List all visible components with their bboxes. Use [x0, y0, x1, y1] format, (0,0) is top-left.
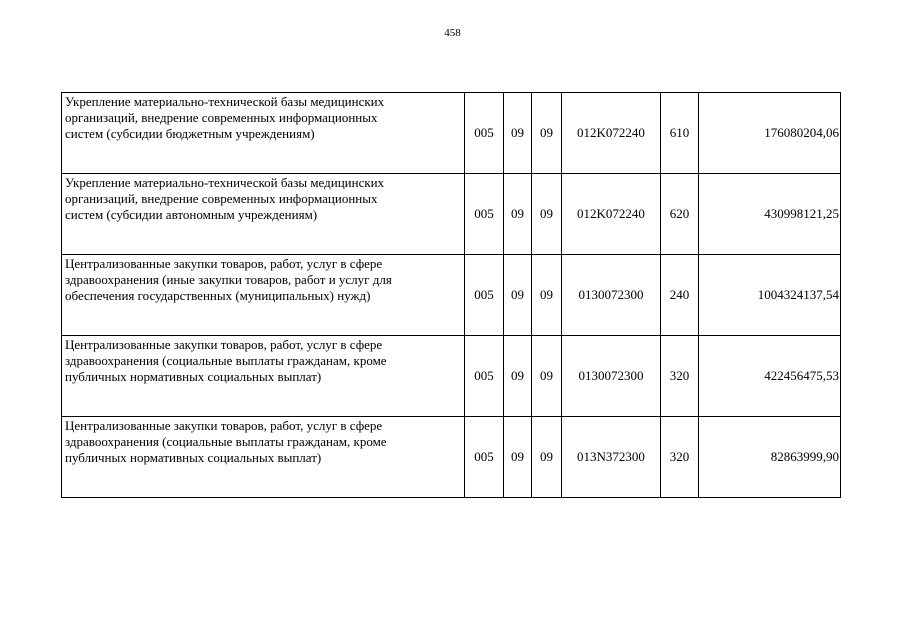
table-row [62, 255, 841, 336]
ministry-code: 005 [465, 93, 504, 174]
amount: 430998121,25 [699, 174, 841, 255]
table-row [62, 93, 841, 174]
ministry-code: 005 [465, 336, 504, 417]
amount: 422456475,53 [699, 336, 841, 417]
expense-description: Централизованные закупки товаров, работ, услуг в сфере здравоохранения (социальные выплаты гражданам, кроме публичных нормативных социальных выплат) [62, 417, 465, 498]
table-row [62, 336, 841, 417]
amount: 82863999,90 [699, 417, 841, 498]
target-article-code: 0130072300 [562, 255, 661, 336]
subsection-code: 09 [532, 255, 562, 336]
ministry-code: 005 [465, 417, 504, 498]
budget-table [61, 92, 841, 498]
subsection-code: 09 [532, 93, 562, 174]
expense-type-code: 620 [661, 174, 699, 255]
target-article-code: 013N372300 [562, 417, 661, 498]
page-number: 458 [444, 27, 461, 39]
target-article-code: 0130072300 [562, 336, 661, 417]
expense-description: Укрепление материально-технической базы медицинских организаций, внедрение современных информационных систем (субсидии автономным учреждениям) [62, 174, 465, 255]
amount: 1004324137,54 [699, 255, 841, 336]
target-article-code: 012K072240 [562, 174, 661, 255]
table-row [62, 174, 841, 255]
expense-type-code: 320 [661, 417, 699, 498]
section-code: 09 [504, 174, 532, 255]
subsection-code: 09 [532, 336, 562, 417]
table-row [62, 417, 841, 498]
subsection-code: 09 [532, 174, 562, 255]
ministry-code: 005 [465, 255, 504, 336]
section-code: 09 [504, 417, 532, 498]
section-code: 09 [504, 93, 532, 174]
expense-description: Централизованные закупки товаров, работ, услуг в сфере здравоохранения (иные закупки товаров, работ и услуг для обеспечения государственных (муниципальных) нужд) [62, 255, 465, 336]
expense-type-code: 240 [661, 255, 699, 336]
amount: 176080204,06 [699, 93, 841, 174]
subsection-code: 09 [532, 417, 562, 498]
expense-type-code: 320 [661, 336, 699, 417]
section-code: 09 [504, 255, 532, 336]
expense-type-code: 610 [661, 93, 699, 174]
ministry-code: 005 [465, 174, 504, 255]
target-article-code: 012K072240 [562, 93, 661, 174]
expense-description: Укрепление материально-технической базы медицинских организаций, внедрение современных информационных систем (субсидии бюджетным учреждениям) [62, 93, 465, 174]
expense-description: Централизованные закупки товаров, работ, услуг в сфере здравоохранения (социальные выплаты гражданам, кроме публичных нормативных социальных выплат) [62, 336, 465, 417]
section-code: 09 [504, 336, 532, 417]
